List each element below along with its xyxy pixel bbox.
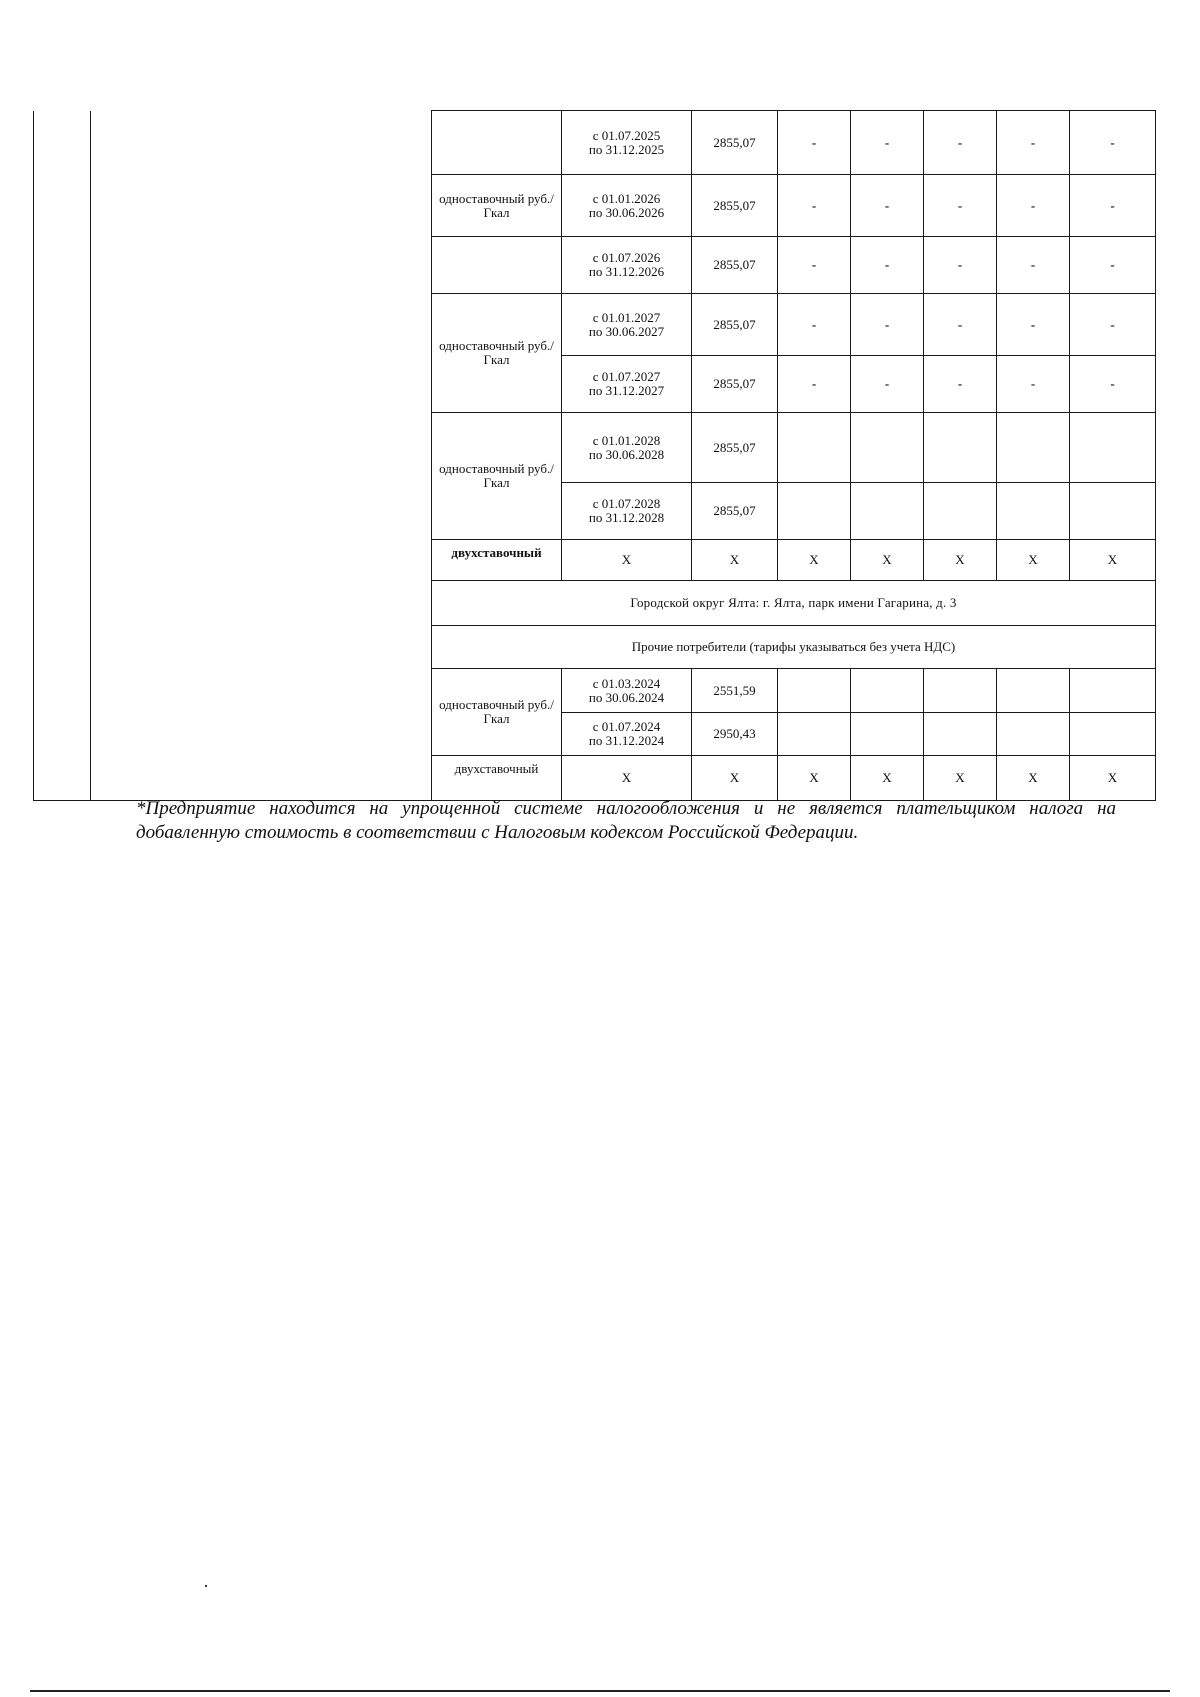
tariff-value-cell: 2855,07 bbox=[692, 294, 778, 356]
x-cell: Х bbox=[924, 540, 997, 581]
dash-cell: - bbox=[1070, 294, 1156, 356]
table-row bbox=[34, 111, 1156, 175]
empty-cell bbox=[1070, 413, 1156, 483]
empty-cell bbox=[778, 669, 851, 713]
empty-cell bbox=[851, 483, 924, 540]
tariff-table bbox=[33, 110, 1156, 801]
scan-speck bbox=[205, 1585, 207, 1587]
footnote: *Предприятие находится на упрощенной системе налогообложения и не является плательщиком налога на добавленную стоимость в соответствии с Налоговым кодексом Российской Федерации. bbox=[136, 798, 1116, 843]
period-cell: с 01.01.2027 по 30.06.2027 bbox=[562, 294, 692, 356]
period-cell: с 01.07.2026 по 31.12.2026 bbox=[562, 237, 692, 294]
empty-cell bbox=[997, 713, 1070, 756]
dash-cell: - bbox=[778, 356, 851, 413]
dash-cell: - bbox=[924, 111, 997, 175]
dash-cell: - bbox=[1070, 356, 1156, 413]
dash-cell: - bbox=[851, 356, 924, 413]
tariff-value-cell: 2551,59 bbox=[692, 669, 778, 713]
tariff-value-cell: 2950,43 bbox=[692, 713, 778, 756]
empty-cell bbox=[1070, 713, 1156, 756]
dash-cell: - bbox=[851, 294, 924, 356]
dash-cell: - bbox=[924, 175, 997, 237]
period-cell: с 01.07.2024 по 31.12.2024 bbox=[562, 713, 692, 756]
x-cell: Х bbox=[851, 756, 924, 801]
dash-cell: - bbox=[924, 356, 997, 413]
tariff-value-cell: 2855,07 bbox=[692, 356, 778, 413]
number-column-cell bbox=[34, 111, 91, 801]
x-cell: Х bbox=[1070, 540, 1156, 581]
tariff-value-cell: 2855,07 bbox=[692, 483, 778, 540]
consumer-heading: Прочие потребители (тарифы указываться без учета НДС) bbox=[432, 626, 1156, 669]
empty-cell bbox=[851, 413, 924, 483]
bottom-rule bbox=[30, 1690, 1170, 1692]
tariff-value-cell: 2855,07 bbox=[692, 413, 778, 483]
empty-cell bbox=[924, 413, 997, 483]
dash-cell: - bbox=[851, 175, 924, 237]
empty-cell bbox=[924, 713, 997, 756]
x-cell: Х bbox=[562, 540, 692, 581]
dash-cell: - bbox=[997, 175, 1070, 237]
empty-cell bbox=[997, 413, 1070, 483]
empty-cell bbox=[1070, 669, 1156, 713]
name-column-cell bbox=[91, 111, 432, 801]
dash-cell: - bbox=[924, 237, 997, 294]
two-part-rate-cell: двухставочный bbox=[432, 756, 562, 801]
empty-cell bbox=[924, 669, 997, 713]
dash-cell: - bbox=[997, 237, 1070, 294]
empty-cell bbox=[1070, 483, 1156, 540]
period-cell: с 01.07.2028 по 31.12.2028 bbox=[562, 483, 692, 540]
two-part-rate-cell: двухставочный bbox=[432, 540, 562, 581]
x-cell: Х bbox=[851, 540, 924, 581]
category-cell: одноставочный руб./Гкал bbox=[432, 413, 562, 540]
category-cell: одноставочный руб./Гкал bbox=[432, 669, 562, 756]
x-cell: Х bbox=[692, 540, 778, 581]
dash-cell: - bbox=[851, 237, 924, 294]
dash-cell: - bbox=[1070, 111, 1156, 175]
period-cell: с 01.07.2025 по 31.12.2025 bbox=[562, 111, 692, 175]
x-cell: Х bbox=[692, 756, 778, 801]
category-cell: одноставочный руб./Гкал bbox=[432, 294, 562, 413]
category-cell bbox=[432, 111, 562, 175]
empty-cell bbox=[778, 713, 851, 756]
dash-cell: - bbox=[997, 111, 1070, 175]
dash-cell: - bbox=[1070, 175, 1156, 237]
dash-cell: - bbox=[997, 294, 1070, 356]
x-cell: Х bbox=[778, 756, 851, 801]
period-cell: с 01.01.2026 по 30.06.2026 bbox=[562, 175, 692, 237]
dash-cell: - bbox=[778, 175, 851, 237]
empty-cell bbox=[997, 483, 1070, 540]
dash-cell: - bbox=[851, 111, 924, 175]
period-cell: с 01.07.2027 по 31.12.2027 bbox=[562, 356, 692, 413]
x-cell: Х bbox=[924, 756, 997, 801]
location-heading: Городской округ Ялта: г. Ялта, парк имени Гагарина, д. 3 bbox=[432, 581, 1156, 626]
dash-cell: - bbox=[778, 111, 851, 175]
dash-cell: - bbox=[997, 356, 1070, 413]
period-cell: с 01.01.2028 по 30.06.2028 bbox=[562, 413, 692, 483]
empty-cell bbox=[851, 669, 924, 713]
x-cell: Х bbox=[997, 540, 1070, 581]
tariff-value-cell: 2855,07 bbox=[692, 111, 778, 175]
category-cell bbox=[432, 237, 562, 294]
dash-cell: - bbox=[924, 294, 997, 356]
dash-cell: - bbox=[778, 237, 851, 294]
empty-cell bbox=[924, 483, 997, 540]
x-cell: Х bbox=[997, 756, 1070, 801]
category-cell: одноставочный руб./Гкал bbox=[432, 175, 562, 237]
x-cell: Х bbox=[778, 540, 851, 581]
tariff-value-cell: 2855,07 bbox=[692, 237, 778, 294]
empty-cell bbox=[778, 413, 851, 483]
x-cell: Х bbox=[562, 756, 692, 801]
period-cell: с 01.03.2024 по 30.06.2024 bbox=[562, 669, 692, 713]
empty-cell bbox=[778, 483, 851, 540]
x-cell: Х bbox=[1070, 756, 1156, 801]
empty-cell bbox=[997, 669, 1070, 713]
empty-cell bbox=[851, 713, 924, 756]
dash-cell: - bbox=[778, 294, 851, 356]
dash-cell: - bbox=[1070, 237, 1156, 294]
tariff-value-cell: 2855,07 bbox=[692, 175, 778, 237]
